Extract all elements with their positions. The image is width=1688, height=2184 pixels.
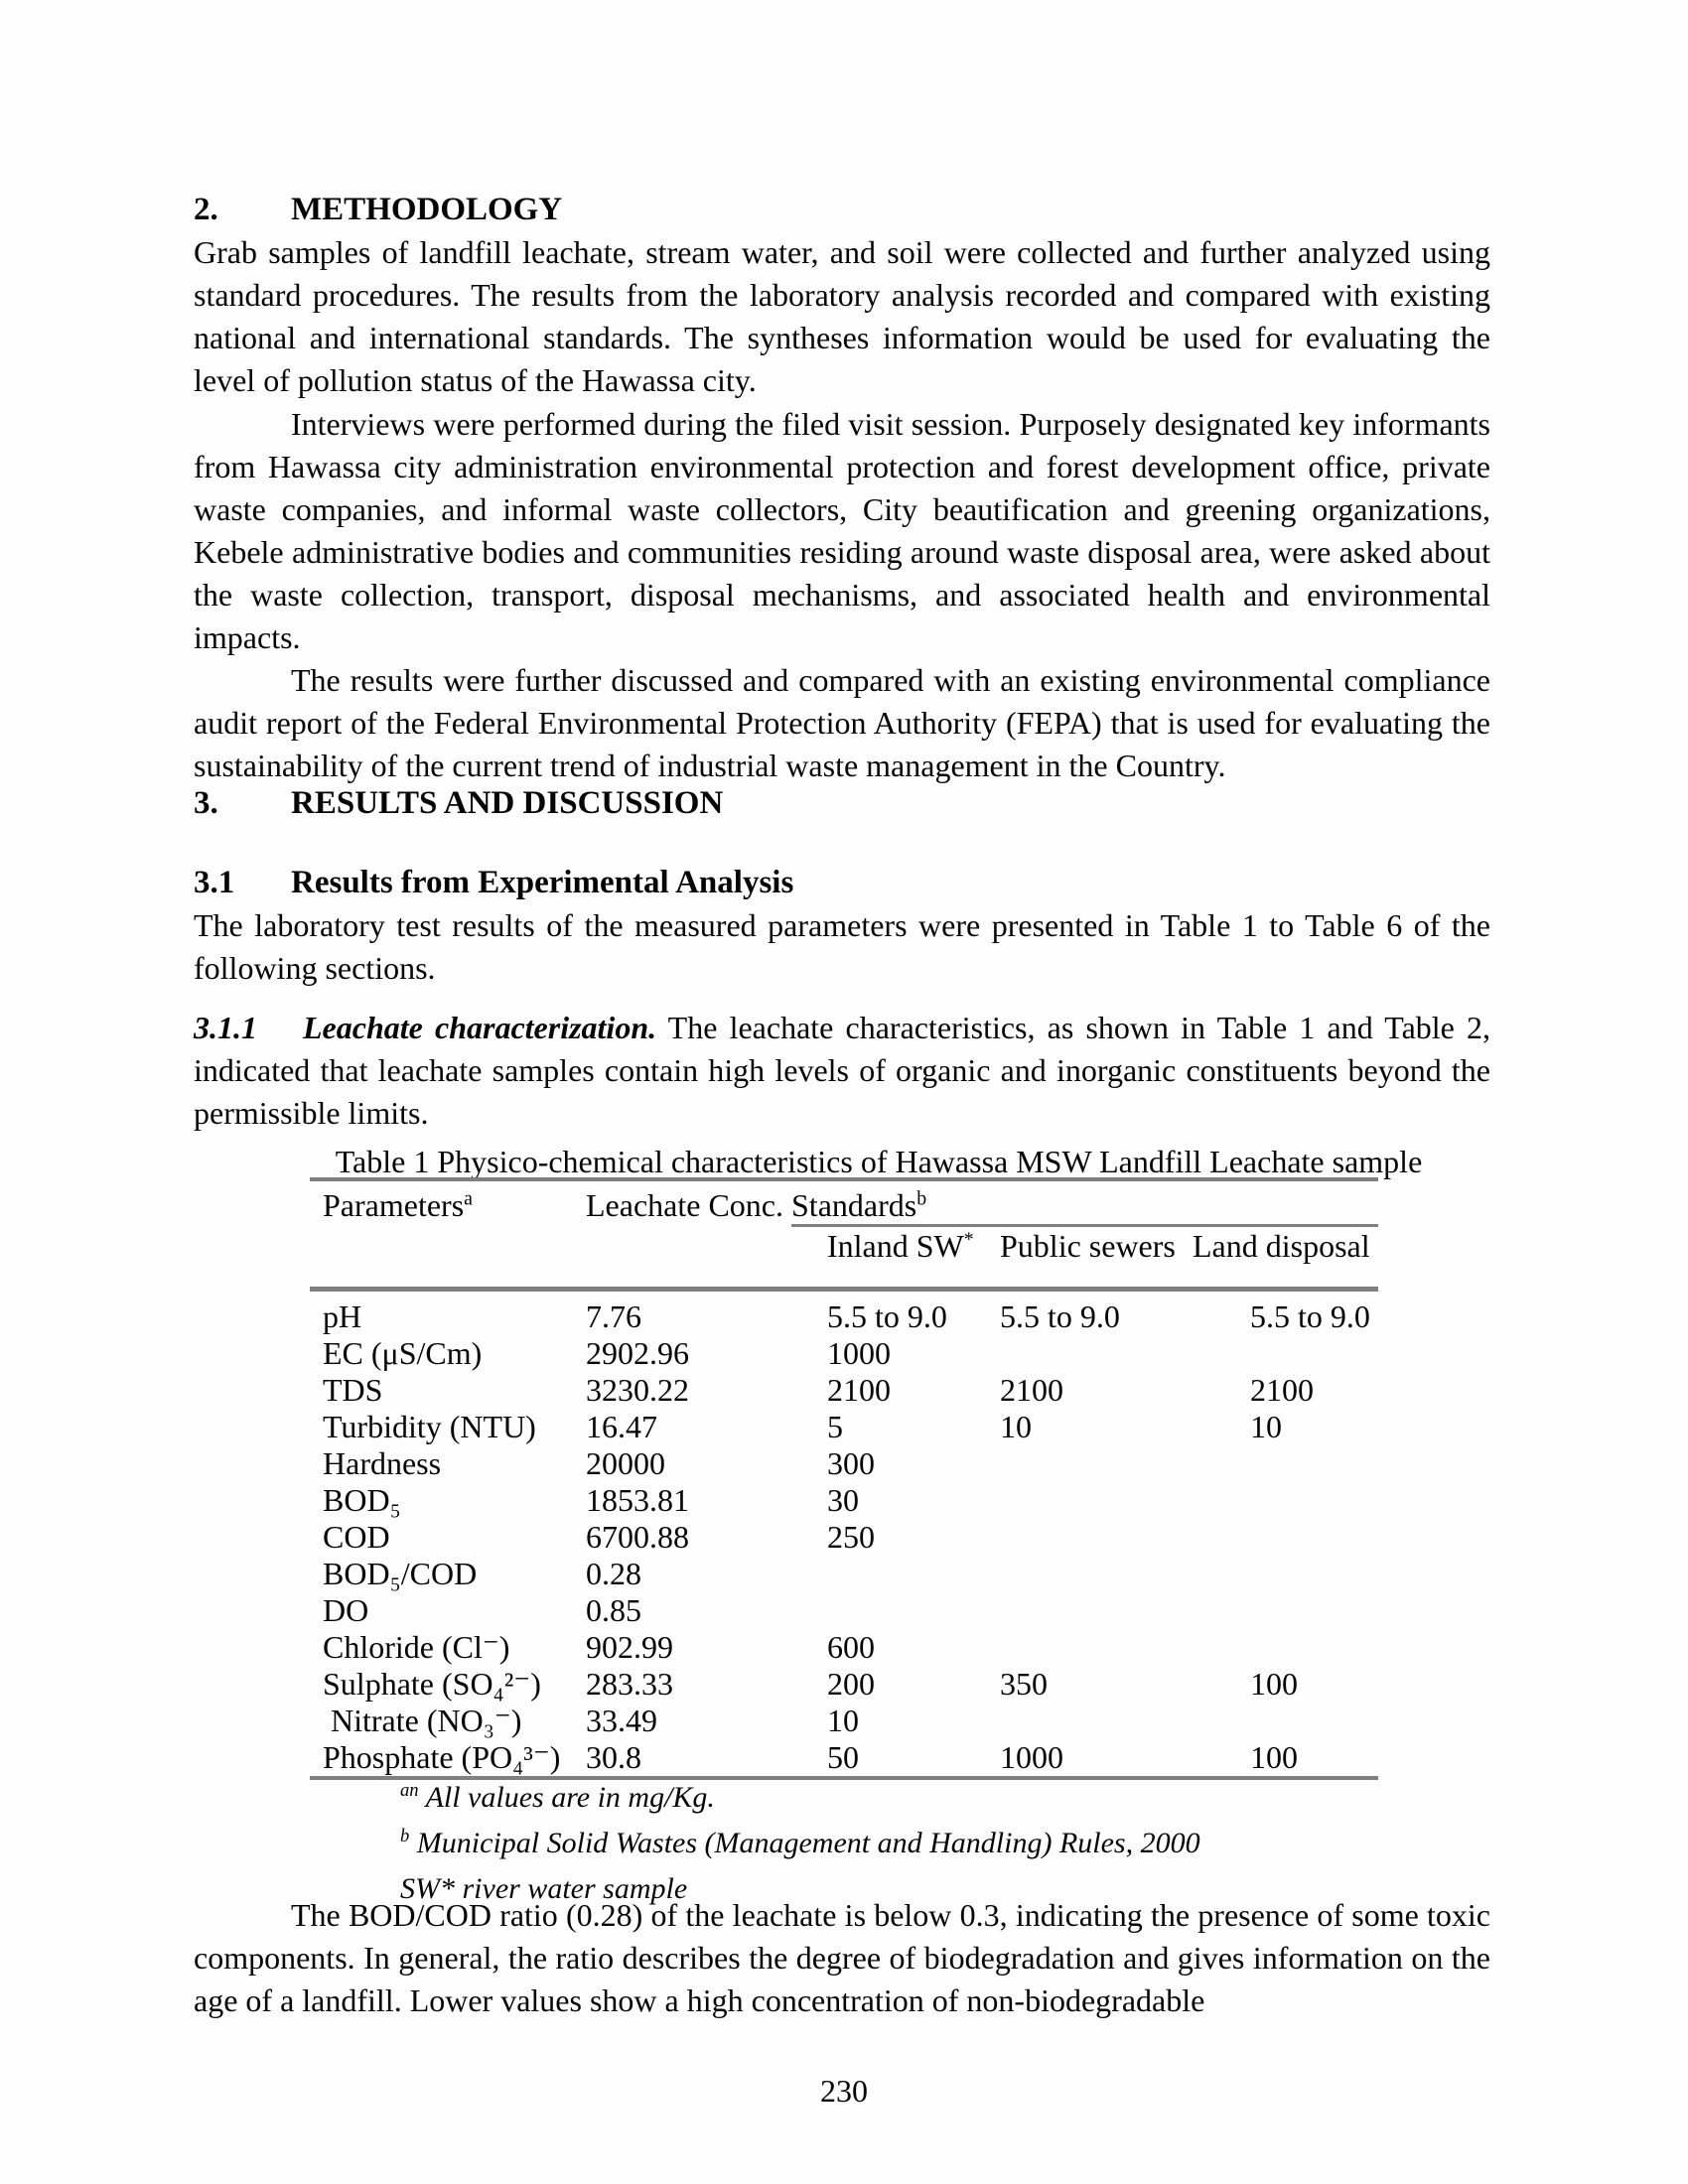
empty-header-cell	[586, 1226, 791, 1290]
cell-public_sewers	[1000, 1482, 1193, 1519]
table-row	[310, 1445, 1378, 1482]
section-number: 3.1	[194, 865, 235, 900]
cell-parameter: Chloride (Cl⁻)	[323, 1629, 510, 1665]
cell-leachate: 0.28	[586, 1556, 641, 1591]
cell-land_disposal: 100	[1250, 1739, 1298, 1775]
table-row	[310, 1409, 1378, 1445]
cell-leachate: 2902.96	[586, 1335, 689, 1371]
paragraph-methodology-1: Grab samples of landfill leachate, stream water, and soil were collected and further analyzed using standard procedures. The results from the laboratory analysis recorded and compared with existing national and international standards. The syntheses information would be used for evaluating the level of pollution status of the Hawassa city.	[194, 234, 1490, 398]
table-row	[310, 1629, 1378, 1666]
cell-land_disposal	[1193, 1703, 1378, 1739]
col-header-leachate-conc: Leachate Conc.	[586, 1187, 783, 1223]
cell-leachate: 20000	[586, 1445, 665, 1481]
table-row	[310, 1739, 1378, 1778]
cell-inland_sw	[791, 1556, 1000, 1592]
table-body	[310, 1290, 1378, 1779]
footnote-marker: an	[400, 1780, 419, 1801]
cell-public_sewers	[1000, 1703, 1193, 1739]
cell-inland_sw	[791, 1592, 1000, 1629]
footnote-marker-a: a	[464, 1187, 473, 1210]
cell-public_sewers	[1000, 1629, 1193, 1666]
cell-land_disposal	[1193, 1445, 1378, 1482]
paragraph-methodology-3: The results were further discussed and compared with an existing environmental compliance audit report of the Federal Environmental Protection Authority (FEPA) that is used for evaluating the sustainability of the current trend of industrial waste management in the Country.	[194, 662, 1490, 783]
cell-land_disposal	[1193, 1482, 1378, 1519]
table-row	[310, 1372, 1378, 1409]
cell-inland_sw: 250	[827, 1519, 875, 1555]
cell-inland_sw: 300	[827, 1445, 875, 1481]
table-row	[310, 1290, 1378, 1336]
cell-public_sewers: 1000	[1000, 1739, 1063, 1775]
section-title: METHODOLOGY	[291, 192, 563, 227]
cell-leachate: 902.99	[586, 1629, 673, 1665]
section-number: 2.	[194, 192, 218, 227]
col-header-land-disposal: Land disposal	[1193, 1228, 1370, 1264]
cell-inland_sw: 600	[827, 1629, 875, 1665]
footnote-marker: b	[400, 1826, 410, 1846]
cell-public_sewers: 5.5 to 9.0	[1000, 1298, 1120, 1334]
cell-land_disposal	[1193, 1556, 1378, 1592]
section-title: RESULTS AND DISCUSSION	[291, 785, 724, 821]
cell-public_sewers	[1000, 1519, 1193, 1556]
table-header-row-1	[310, 1179, 1378, 1226]
cell-public_sewers: 2100	[1000, 1372, 1063, 1408]
cell-parameter: EC (μS/Cm)	[323, 1335, 483, 1371]
cell-inland_sw: 200	[827, 1666, 875, 1702]
cell-inland_sw: 50	[827, 1739, 859, 1775]
cell-land_disposal	[1193, 1592, 1378, 1629]
page-number: 230	[820, 2073, 868, 2109]
cell-parameter: BOD₅/COD	[323, 1556, 478, 1591]
table-row	[310, 1666, 1378, 1703]
cell-land_disposal	[1193, 1519, 1378, 1556]
cell-land_disposal	[1193, 1629, 1378, 1666]
table1	[310, 1177, 1378, 1780]
col-header-public-sewers: Public sewers	[1000, 1228, 1176, 1264]
table-header	[310, 1179, 1378, 1290]
cell-public_sewers: 350	[1000, 1666, 1048, 1702]
empty-header-cell	[310, 1226, 586, 1290]
subsection-text: The leachate characteristics, as shown in Table 1 and Table 2, indicated that leachate samples contain high levels of organic and inorganic constituents beyond the permissible limits.	[194, 1010, 1490, 1131]
table-header-row-2	[310, 1226, 1378, 1290]
cell-land_disposal: 100	[1250, 1666, 1298, 1702]
cell-parameter: Nitrate (NO₃⁻)	[323, 1703, 522, 1738]
cell-inland_sw: 5	[827, 1409, 843, 1444]
cell-inland_sw: 5.5 to 9.0	[827, 1298, 947, 1334]
cell-public_sewers	[1000, 1592, 1193, 1629]
cell-inland_sw: 10	[827, 1703, 859, 1738]
cell-public_sewers	[1000, 1445, 1193, 1482]
cell-parameter: DO	[323, 1592, 369, 1628]
table-title: Table 1 Physico-chemical characteristics of Hawassa MSW Landfill Leachate sample	[335, 1144, 1423, 1179]
cell-parameter: Phosphate (PO₄³⁻)	[323, 1739, 561, 1775]
table-row	[310, 1592, 1378, 1629]
paragraph-discussion: The BOD/COD ratio (0.28) of the leachate is below 0.3, indicating the presence of some toxic components. In general, the ratio describes the degree of biodegradation and gives information on the age of a landfill. Lower values show a high concentration of non-biodegradable	[194, 1897, 1490, 2018]
table-footnotes	[400, 1775, 1294, 1912]
subsection-title: Leachate characterization.	[303, 1010, 657, 1045]
cell-inland_sw: 1000	[827, 1335, 891, 1371]
cell-leachate: 283.33	[586, 1666, 673, 1702]
cell-land_disposal: 5.5 to 9.0	[1250, 1298, 1370, 1334]
col-header-parameters: Parameters$^a$	[323, 1187, 473, 1223]
table-footnote: $^b$ Municipal Solid Wastes (Management and Handling) Rules, 2000	[400, 1826, 1200, 1859]
table-row	[310, 1556, 1378, 1592]
cell-parameter: Turbidity (NTU)	[323, 1409, 536, 1444]
paragraph-methodology-2: Interviews were performed during the filed visit session. Purposely designated key informants from Hawassa city administration environmental protection and forest development office, private waste companies, and informal waste collectors, City beautification and greening organizations, Kebele administrative bodies and communities residing around waste disposal area, were asked about the waste collection, transport, disposal mechanisms, and associated health and environmental impacts.	[194, 406, 1490, 655]
cell-leachate: 0.85	[586, 1592, 641, 1628]
cell-parameter: pH	[323, 1298, 362, 1334]
cell-leachate: 33.49	[586, 1703, 657, 1738]
cell-parameter: Sulphate (SO₄²⁻)	[323, 1666, 541, 1702]
section-title: Results from Experimental Analysis	[291, 865, 794, 900]
cell-leachate: 16.47	[586, 1409, 657, 1444]
cell-public_sewers	[1000, 1335, 1193, 1372]
col-header-standards: Standards$^b$	[791, 1179, 1378, 1226]
col-header-inland-sw: Inland SW*	[827, 1228, 974, 1264]
asterisk-marker: *	[963, 1228, 974, 1251]
cell-parameter: TDS	[323, 1372, 383, 1408]
table-row	[310, 1703, 1378, 1739]
table-row	[310, 1519, 1378, 1556]
cell-land_disposal: 10	[1250, 1409, 1282, 1444]
table-footnote: $^{an}$ All values are in mg/Kg.	[400, 1780, 715, 1814]
cell-public_sewers: 10	[1000, 1409, 1032, 1444]
section-heading-results	[194, 782, 1490, 825]
table-row	[310, 1482, 1378, 1519]
table-row	[310, 1335, 1378, 1372]
cell-leachate: 7.76	[586, 1298, 641, 1334]
section-number: 3.	[194, 785, 218, 821]
cell-leachate: 3230.22	[586, 1372, 689, 1408]
cell-leachate: 6700.88	[586, 1519, 689, 1555]
cell-public_sewers	[1000, 1556, 1193, 1592]
paragraph-leachate	[194, 1007, 1490, 1135]
cell-land_disposal	[1193, 1335, 1378, 1372]
cell-inland_sw: 30	[827, 1482, 859, 1518]
cell-inland_sw: 2100	[827, 1372, 891, 1408]
cell-parameter: BOD₅	[323, 1482, 401, 1518]
section-heading-methodology	[194, 189, 1490, 231]
cell-land_disposal: 2100	[1250, 1372, 1314, 1408]
cell-leachate: 1853.81	[586, 1482, 689, 1518]
footnote-marker-b: b	[916, 1187, 927, 1210]
cell-leachate: 30.8	[586, 1739, 641, 1775]
cell-parameter: COD	[323, 1519, 390, 1555]
table1-wrapper	[310, 1177, 1378, 1780]
table-footnote: SW* river water sample	[400, 1872, 688, 1905]
cell-parameter: Hardness	[323, 1445, 442, 1481]
subsection-number: 3.1.1	[194, 1010, 257, 1045]
section-heading-experimental	[194, 862, 1490, 904]
paragraph-experimental: The laboratory test results of the measured parameters were presented in Table 1 to Table 6 of the following sections.	[194, 907, 1490, 986]
